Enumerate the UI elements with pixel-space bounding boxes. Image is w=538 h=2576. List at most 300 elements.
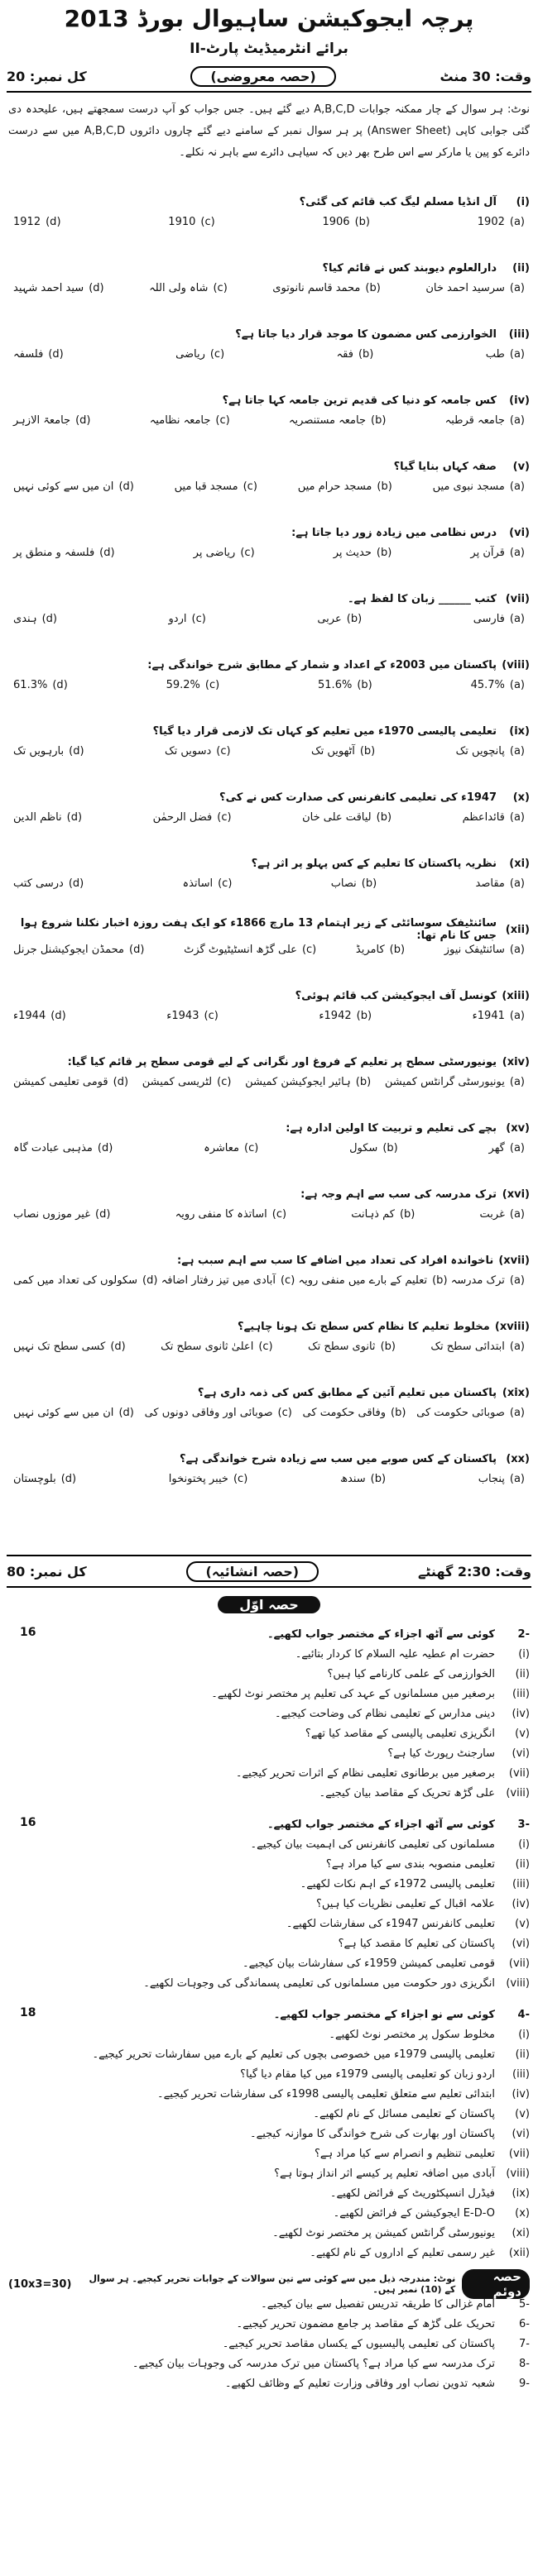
mcq-stem xyxy=(8,523,530,542)
mcq-option[interactable] xyxy=(175,1208,286,1221)
option-letter: (b) xyxy=(376,546,392,559)
question-part xyxy=(8,1644,530,1664)
mcq-number: (xviii) xyxy=(494,1320,530,1333)
option-letter: (a) xyxy=(509,1141,525,1154)
option-letter: (a) xyxy=(509,678,525,691)
mcq-option[interactable] xyxy=(13,1274,157,1287)
mcq-option[interactable] xyxy=(471,679,525,691)
option-letter: (a) xyxy=(509,347,525,361)
mcq-question xyxy=(8,853,530,893)
question-part xyxy=(8,2024,530,2044)
mcq-question xyxy=(8,589,530,628)
mcq-option[interactable] xyxy=(430,1341,525,1353)
option-text: اردو xyxy=(168,612,187,625)
mcq-option[interactable] xyxy=(150,414,230,427)
option-text: ترک مدرسہ xyxy=(450,1274,505,1287)
option-text: ریاضی پر xyxy=(193,546,236,559)
mcq-option[interactable] xyxy=(13,613,57,625)
mcq-options xyxy=(8,476,530,496)
mcq-text: آل انڈیا مسلم لیگ کب قائم کی گئی؟ xyxy=(299,195,497,208)
mcq-options xyxy=(8,807,530,827)
mcq-text: پاکستان کے کس صوبے میں سب سے زیادہ شرح خواندگی ہے؟ xyxy=(179,1452,497,1465)
option-text: خیبر پختونخوا xyxy=(168,1472,228,1485)
question-part xyxy=(8,1874,530,1894)
section-divider xyxy=(7,1555,531,1556)
part-text: الخوارزمی کے علمی کارنامے کیا ہیں؟ xyxy=(327,1667,495,1680)
mcq-stem xyxy=(8,655,530,675)
part-text: تعلیمی منصوبہ بندی سے کیا مراد ہے؟ xyxy=(325,1857,495,1871)
mcq-text: درس نظامی میں زیادہ زور دیا جاتا ہے: xyxy=(291,526,497,539)
part-number: (i) xyxy=(518,1647,530,1661)
mcq-option[interactable] xyxy=(480,1208,525,1221)
mcq-option[interactable] xyxy=(470,547,525,559)
part-number: (v) xyxy=(515,1727,530,1740)
mcq-option[interactable] xyxy=(13,679,68,691)
mcq-option[interactable] xyxy=(433,480,525,493)
mcq-option[interactable] xyxy=(456,745,525,758)
part-number: (iv) xyxy=(512,1897,530,1910)
mcq-option[interactable] xyxy=(478,1473,525,1485)
mcq-text: پاکستان میں تعلیم آئین کے مطابق کس کی ذمہ داری ہے؟ xyxy=(197,1386,497,1399)
option-text: مقاصد xyxy=(475,877,505,890)
option-letter: (c) xyxy=(277,1406,292,1419)
part-number: (iv) xyxy=(512,1707,530,1720)
option-letter: (a) xyxy=(509,1207,525,1221)
mcq-options xyxy=(8,1006,530,1025)
mcq-options xyxy=(8,212,530,232)
question-stem xyxy=(8,2005,530,2024)
mcq-option[interactable] xyxy=(166,1010,219,1022)
subjective-question xyxy=(8,2005,530,2263)
option-text: ہندی xyxy=(13,612,37,625)
mcq-option[interactable] xyxy=(322,216,370,228)
part-text: ابتدائی تعلیم سے متعلق تعلیمی پالیسی 1998ء کی سفارشات تحریر کیجیے۔ xyxy=(157,2087,495,2100)
part2-section xyxy=(8,2269,530,2393)
part2-header xyxy=(8,2269,530,2299)
mcq-option[interactable] xyxy=(161,1341,273,1353)
mcq-options xyxy=(8,1138,530,1158)
mcq-options xyxy=(8,675,530,695)
mcq-option[interactable] xyxy=(298,480,392,493)
mcq-option[interactable] xyxy=(13,348,64,361)
part-number: (vi) xyxy=(512,1747,530,1760)
mcq-stem xyxy=(8,456,530,476)
question-text: کوئی سے نو اجزاء کے مختصر جواب لکھیے۔ xyxy=(273,2008,495,2021)
question-part xyxy=(8,1743,530,1763)
option-letter: (a) xyxy=(509,877,525,890)
mcq-number: (xiv) xyxy=(502,1055,530,1068)
question-part xyxy=(8,1783,530,1803)
option-text: ابتدائی سطح تک xyxy=(430,1340,505,1353)
option-text: مسجد نبوی میں xyxy=(432,480,505,493)
mcq-option[interactable] xyxy=(169,613,206,625)
mcq-text: صفہ کہاں بنایا گیا؟ xyxy=(393,460,497,473)
option-letter: (d) xyxy=(95,1207,111,1221)
mcq-option[interactable] xyxy=(13,414,91,427)
question-part xyxy=(8,2104,530,2124)
mcq-text: سائنٹیفک سوسائٹی کے زیر اہتمام 13 مارچ 1866ء کو ایک ہفت روزہ اخبار نکلنا شروع ہوا جس کا نام تھا: xyxy=(20,917,497,942)
part-text: علامہ اقبال کے تعلیمی نظریات کیا ہیں؟ xyxy=(316,1897,495,1910)
long-question-number: -7 xyxy=(519,2337,530,2350)
question-part xyxy=(8,1684,530,1704)
mcq-option[interactable] xyxy=(165,745,231,758)
option-letter: (b) xyxy=(377,480,392,493)
question-part xyxy=(8,2084,530,2104)
mcq-number: (xvii) xyxy=(498,1254,530,1267)
mcq-text: یونیورسٹی سطح پر تعلیم کے فروغ اور نگرانی کے لیے قومی سطح پر قائم کیا گیا: xyxy=(67,1055,497,1068)
subjective-total-marks: کل نمبر: 80 xyxy=(7,1563,87,1580)
mcq-stem xyxy=(8,390,530,410)
option-text: وفاقی حکومت کی xyxy=(302,1406,386,1419)
part-text: غیر رسمی تعلیم کے اداروں کے نام لکھیے۔ xyxy=(310,2246,495,2259)
part-number: (ix) xyxy=(512,2186,530,2200)
mcq-option[interactable] xyxy=(489,1142,525,1154)
mcq-option[interactable] xyxy=(311,745,375,758)
option-letter: (a) xyxy=(509,480,525,493)
option-text: کم ذہانت xyxy=(351,1207,395,1221)
option-text: شاہ ولی اللہ xyxy=(149,281,209,294)
mcq-option[interactable] xyxy=(175,480,257,493)
mcq-number: (v) xyxy=(512,460,530,473)
mcq-option[interactable] xyxy=(451,1274,525,1287)
option-letter: (a) xyxy=(509,413,525,427)
option-letter: (c) xyxy=(243,480,257,493)
mcq-option[interactable] xyxy=(385,1076,525,1088)
option-letter: (d) xyxy=(66,810,83,824)
option-letter: (b) xyxy=(346,612,363,625)
mcq-option[interactable] xyxy=(184,944,316,956)
option-letter: (c) xyxy=(233,1472,248,1485)
part-text: علی گڑھ تحریک کے مقاصد بیان کیجیے۔ xyxy=(319,1786,495,1799)
question-number: -2 xyxy=(517,1627,530,1641)
option-text: محمڈن ایجوکیشنل جرنل xyxy=(13,943,125,956)
mcq-number: (xi) xyxy=(509,857,530,870)
mcq-option[interactable] xyxy=(142,1076,232,1088)
mcq-option[interactable] xyxy=(289,414,387,427)
option-letter: (b) xyxy=(380,1340,396,1353)
mcq-option[interactable] xyxy=(340,1473,386,1485)
option-text: ناظم الدین xyxy=(13,810,62,824)
mcq-option[interactable] xyxy=(476,877,526,890)
mcq-option[interactable] xyxy=(302,811,391,824)
option-letter: (c) xyxy=(204,1009,219,1022)
mcq-options xyxy=(8,542,530,562)
mcq-option[interactable] xyxy=(299,1274,448,1287)
mcq-option[interactable] xyxy=(13,480,134,493)
option-letter: (a) xyxy=(509,943,525,956)
mcq-option[interactable] xyxy=(13,216,61,228)
option-text: تعلیم کے بارے میں منفی رویہ xyxy=(298,1274,428,1287)
mcq-question xyxy=(8,523,530,562)
option-letter: (a) xyxy=(509,1075,525,1088)
option-letter: (d) xyxy=(48,347,64,361)
option-text: سید احمد شہید xyxy=(13,281,84,294)
option-text: جامعہ قرطبہ xyxy=(444,413,505,427)
mcq-stem xyxy=(8,192,530,212)
option-text: 1941ء xyxy=(472,1009,505,1022)
option-text: فقہ xyxy=(336,347,353,361)
part-number: (ii) xyxy=(515,1667,530,1680)
mcq-option[interactable] xyxy=(473,613,525,625)
part-number: (viii) xyxy=(506,1786,530,1799)
option-text: اساتذہ کا منفی رویہ xyxy=(175,1207,267,1221)
option-text: علی گڑھ انسٹیٹیوٹ گزٹ xyxy=(184,943,297,956)
option-text: عربی xyxy=(317,612,342,625)
part-text: تعلیمی پالیسی 1972ء کے اہم نکات لکھیے۔ xyxy=(300,1877,495,1890)
mcq-question xyxy=(8,192,530,232)
long-question-number: -6 xyxy=(519,2317,530,2330)
part-number: (vi) xyxy=(512,1937,530,1950)
mcq-option[interactable] xyxy=(204,1142,258,1154)
part-number: (v) xyxy=(515,1917,530,1930)
mcq-option[interactable] xyxy=(13,1010,66,1022)
part-text: انگریزی تعلیمی پالیسی کے مقاصد کیا تھے؟ xyxy=(305,1727,495,1740)
mcq-option[interactable] xyxy=(183,877,233,890)
mcq-option[interactable] xyxy=(303,1407,406,1419)
mcq-number: (xii) xyxy=(505,923,530,936)
question-number: -4 xyxy=(517,2008,530,2021)
mcq-option[interactable] xyxy=(13,745,84,758)
option-text: طب xyxy=(485,347,505,361)
mcq-option[interactable] xyxy=(13,811,82,824)
mcq-option[interactable] xyxy=(319,1010,372,1022)
mcq-text: تعلیمی پالیسی 1970ء میں تعلیم کو کہاں تک لازمی قرار دیا گیا؟ xyxy=(152,724,497,738)
option-letter: (d) xyxy=(68,877,84,890)
mcq-option[interactable] xyxy=(478,216,525,228)
mcq-number: (iv) xyxy=(509,394,530,407)
option-text: معاشرہ xyxy=(204,1141,239,1154)
mcq-number: (ii) xyxy=(512,261,530,275)
subjective-question xyxy=(8,1814,530,1993)
mcq-question xyxy=(8,1184,530,1224)
part-text: قومی تعلیمی کمیشن 1959ء کی سفارشات بیان کیجیے۔ xyxy=(243,1957,495,1970)
mcq-stem xyxy=(8,917,530,942)
paper-subtitle: برائے انٹرمیڈیٹ پارٹ-II xyxy=(190,41,348,57)
option-text: 59.2% xyxy=(166,678,200,691)
mcq-stem xyxy=(8,1317,530,1336)
mcq-option[interactable] xyxy=(445,414,525,427)
mcq-option[interactable] xyxy=(13,1341,126,1353)
option-letter: (c) xyxy=(204,678,220,691)
option-text: 1943ء xyxy=(166,1009,199,1022)
mcq-number: (viii) xyxy=(502,658,530,671)
mcq-option[interactable] xyxy=(166,679,220,691)
mcq-option[interactable] xyxy=(13,1473,76,1485)
mcq-option[interactable] xyxy=(13,1208,110,1221)
option-text: غربت xyxy=(479,1207,505,1221)
mcq-option[interactable] xyxy=(425,282,525,294)
part2-label: حصہ دوئم xyxy=(462,2269,530,2299)
mcq-option[interactable] xyxy=(169,1473,248,1485)
mcq-option[interactable] xyxy=(337,348,374,361)
option-letter: (c) xyxy=(240,546,255,559)
option-text: مسجد حرام میں xyxy=(297,480,372,493)
question-part xyxy=(8,2223,530,2243)
option-letter: (d) xyxy=(99,546,115,559)
mcq-question xyxy=(8,456,530,496)
mcq-question xyxy=(8,1317,530,1356)
option-letter: (d) xyxy=(110,1340,126,1353)
mcq-number: (i) xyxy=(516,195,530,208)
option-text: کامریڈ xyxy=(355,943,385,956)
option-text: 61.3% xyxy=(13,678,48,691)
subjective-question xyxy=(8,1624,530,1803)
mcq-option[interactable] xyxy=(13,547,115,559)
mcq-text: الخوارزمی کس مضمون کا موجد قرار دیا جاتا ہے؟ xyxy=(235,327,497,341)
mcq-question xyxy=(8,1250,530,1290)
option-text: سکولوں کی تعداد میں کمی xyxy=(13,1274,138,1287)
option-text: بارہویں تک xyxy=(13,744,65,758)
part-text: تعلیمی کانفرنس 1947ء کی سفارشات لکھیے۔ xyxy=(286,1917,495,1930)
mcq-number: (xv) xyxy=(506,1121,530,1135)
option-text: اساتذہ xyxy=(182,877,214,890)
long-question xyxy=(8,2354,530,2373)
option-text: مسجد قبا میں xyxy=(174,480,238,493)
option-letter: (a) xyxy=(509,281,525,294)
mcq-option[interactable] xyxy=(334,547,392,559)
option-text: جامعۃ الازہر xyxy=(13,413,71,427)
option-letter: (b) xyxy=(357,678,372,691)
option-letter: (d) xyxy=(129,943,145,956)
part2-note: نوٹ: مندرجہ ذیل میں سے کوئی سے تین سوالات کے جوابات تحریر کیجیے۔ ہر سوال کے (10) نمبر ہیں۔ xyxy=(89,2273,456,2295)
part-number: (vi) xyxy=(512,2127,530,2140)
mcq-option[interactable] xyxy=(175,348,224,361)
mcq-option[interactable] xyxy=(486,348,525,361)
mcq-option[interactable] xyxy=(444,944,525,956)
mcq-text: ترک مدرسہ کی سب سے اہم وجہ ہے: xyxy=(300,1188,497,1201)
mcq-option[interactable] xyxy=(317,613,362,625)
mcq-option[interactable] xyxy=(351,1208,415,1221)
option-text: غیر موزوں نصاب xyxy=(13,1207,91,1221)
mcq-question xyxy=(8,655,530,695)
option-letter: (c) xyxy=(215,413,230,427)
option-text: دسویں تک xyxy=(164,744,212,758)
part-number: (ii) xyxy=(515,2048,530,2061)
option-letter: (a) xyxy=(509,1406,525,1419)
option-letter: (d) xyxy=(69,744,84,758)
option-letter: (b) xyxy=(370,1472,387,1485)
mcq-question xyxy=(8,1449,530,1489)
mcq-question xyxy=(8,787,530,827)
option-text: جامعہ مستنصریہ xyxy=(288,413,366,427)
question-part xyxy=(8,2243,530,2263)
mcq-option[interactable] xyxy=(272,282,381,294)
mcq-option[interactable] xyxy=(153,811,232,824)
option-text: آبادی میں تیز رفتار اضافہ xyxy=(161,1274,276,1287)
mcq-option[interactable] xyxy=(349,1142,398,1154)
part-text: مخلوط سکول پر مختصر نوٹ لکھیے۔ xyxy=(329,2028,495,2041)
mcq-option[interactable] xyxy=(13,1407,134,1419)
mcq-stem xyxy=(8,1250,530,1270)
mcq-options xyxy=(8,1403,530,1422)
part-number: (v) xyxy=(515,2107,530,2120)
long-question-text: شعبہ تدوین نصاب اور وفاقی وزارت تعلیم کے وظائف لکھیے۔ xyxy=(224,2377,495,2390)
mcq-stem xyxy=(8,324,530,344)
mcq-option[interactable] xyxy=(473,1010,525,1022)
part-text: برصغیر میں برطانوی تعلیمی نظام کے اثرات تحریر کیجیے۔ xyxy=(235,1766,495,1780)
mcq-options xyxy=(8,1336,530,1356)
question-marks: 16 xyxy=(20,1626,36,1639)
option-letter: (a) xyxy=(509,612,525,625)
mcq-option[interactable] xyxy=(168,216,214,228)
mcq-option[interactable] xyxy=(161,1274,295,1287)
option-text: بلوچستان xyxy=(13,1472,56,1485)
mcq-stem xyxy=(8,787,530,807)
option-letter: (d) xyxy=(97,1141,113,1154)
option-text: ثانوی سطح تک xyxy=(308,1340,376,1353)
option-text: پانچویں تک xyxy=(455,744,505,758)
mcq-option[interactable] xyxy=(245,1076,371,1088)
mcq-option[interactable] xyxy=(318,679,372,691)
question-part xyxy=(8,2163,530,2183)
option-letter: (b) xyxy=(399,1207,416,1221)
objective-time: وقت: 30 منٹ xyxy=(440,68,531,84)
mcq-option[interactable] xyxy=(416,1407,525,1419)
option-letter: (d) xyxy=(118,1406,134,1419)
option-letter: (d) xyxy=(46,215,61,228)
mcq-option[interactable] xyxy=(13,877,84,890)
mcq-option[interactable] xyxy=(145,1407,292,1419)
option-letter: (c) xyxy=(258,1340,273,1353)
option-text: 1912 xyxy=(13,215,41,228)
option-text: آٹھویں تک xyxy=(310,744,355,758)
part-text: پاکستان اور بھارت کی شرح خواندگی کا موازنہ کیجیے۔ xyxy=(249,2127,495,2140)
mcq-option[interactable] xyxy=(331,877,377,890)
part-text: انگریزی دور حکومت میں مسلمانوں کی تعلیمی پسماندگی کی وجوہات لکھیے۔ xyxy=(143,1976,495,1990)
mcq-option[interactable] xyxy=(13,282,104,294)
option-letter: (c) xyxy=(217,1075,232,1088)
option-letter: (d) xyxy=(142,1274,158,1287)
part-text: آبادی میں اضافہ تعلیم پر کیسے اثر انداز ہوتا ہے؟ xyxy=(274,2167,495,2180)
option-letter: (a) xyxy=(509,810,525,824)
mcq-option[interactable] xyxy=(194,547,255,559)
mcq-stem xyxy=(8,721,530,741)
option-letter: (d) xyxy=(60,1472,77,1485)
subjective-divider xyxy=(7,1586,531,1588)
long-question-number: -9 xyxy=(519,2377,530,2390)
part-text: پاکستان کے تعلیمی مسائل کے نام لکھیے۔ xyxy=(313,2107,495,2120)
mcq-options xyxy=(8,410,530,430)
option-text: پنجاب xyxy=(478,1472,505,1485)
mcq-option[interactable] xyxy=(356,944,405,956)
long-question xyxy=(8,2314,530,2334)
option-text: قرآن پر xyxy=(470,546,505,559)
option-letter: (a) xyxy=(509,546,525,559)
mcq-option[interactable] xyxy=(13,1142,113,1154)
question-part xyxy=(8,1973,530,1993)
mcq-question xyxy=(8,917,530,959)
mcq-text: کس جامعہ کو دنیا کی قدیم ترین جامعہ کہا جاتا ہے؟ xyxy=(222,394,497,407)
mcq-question xyxy=(8,258,530,298)
mcq-option[interactable] xyxy=(149,282,228,294)
option-text: ان میں سے کوئی نہیں xyxy=(13,480,114,493)
part-text: حضرت ام عطیہ علیہ السلام کا کردار بتائیے۔ xyxy=(295,1647,495,1661)
mcq-option[interactable] xyxy=(13,1076,128,1088)
mcq-question xyxy=(8,390,530,430)
mcq-number: (x) xyxy=(512,791,530,804)
option-letter: (b) xyxy=(356,1009,372,1022)
part-number: (vii) xyxy=(508,1957,530,1970)
question-text: کوئی سے آٹھ اجزاء کے مختصر جواب لکھیے۔ xyxy=(267,1627,495,1641)
option-text: صوبائی حکومت کی xyxy=(416,1406,505,1419)
mcq-option[interactable] xyxy=(463,811,525,824)
mcq-option[interactable] xyxy=(308,1341,396,1353)
mcq-option[interactable] xyxy=(13,944,144,956)
option-text: فلسفہ و منطق پر xyxy=(13,546,95,559)
option-letter: (c) xyxy=(216,744,231,758)
mcq-number: (vii) xyxy=(505,592,530,605)
question-part xyxy=(8,1723,530,1743)
